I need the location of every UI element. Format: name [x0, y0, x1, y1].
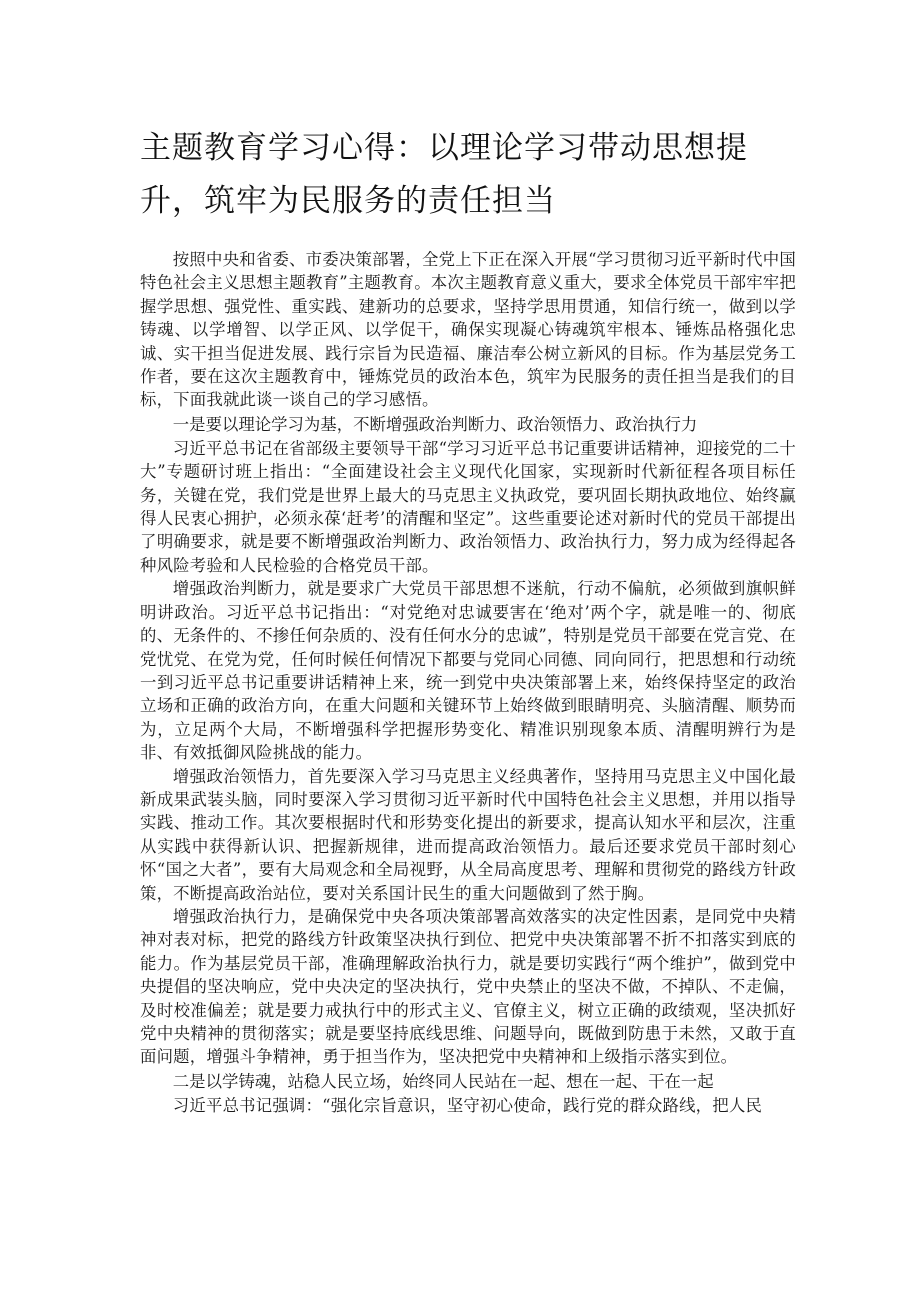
document-title: 主题教育学习心得：以理论学习带动思想提升，筑牢为民服务的责任担当 — [140, 130, 748, 219]
document-page — [140, 122, 796, 1117]
intro-paragraph: 按照中央和省委、市委决策部署，全党上下正在深入开展“学习贯彻习近平新时代中国特色社会主义思想主题教育”主题教育。本次主题教育意义重大，要求全体党员干部牢牢把握学思想、强党性、重实践、建新功的总要求，坚持学思用贯通，知信行统一，做到以学铸魂、以学增智、以学正风、以学促干，确保实现凝心铸魂筑牢根本、锤炼品格强化忠诚、实干担当促进发展、践行宗旨为民造福、廉洁奉公树立新风的目标。作为基层党务工作者，要在这次主题教育中，锤炼党员的政治本色，筑牢为民服务的责任担当是我们的目标，下面我就此谈一谈自己的学习感悟。 — [140, 250, 796, 410]
section-heading-1: 一是要以理论学习为基，不断增强政治判断力、政治领悟力、政治执行力 — [172, 414, 698, 434]
body-paragraph-5: 习近平总书记强调：“强化宗旨意识，坚守初心使命，践行党的群众路线，把人民 — [172, 1095, 763, 1115]
body-paragraph-4: 增强政治执行力，是确保党中央各项决策部署高效落实的决定性因素，是同党中央精神对表对标，把党的路线方针政策坚决执行到位、把党中央决策部署不折不扣落实到底的能力。作为基层党员干部，准确理解政治执行力，就是要切实践行“两个维护”，做到党中央提倡的坚决响应，党中央决定的坚决执行，党中央禁止的坚决不做，不掉队、不走偏，及时校准偏差；就是要力戒执行中的形式主义、官僚主义，树立正确的政绩观，坚决抓好党中央精神的贯彻落实；就是要坚持底线思维、问题导向，既做到防患于未然，又敢于直面问题，增强斗争精神，勇于担当作为，坚决把党中央精神和上级指示落实到位。 — [140, 906, 796, 1067]
section-heading-2: 二是以学铸魂，站稳人民立场，始终同人民站在一起、想在一起、干在一起 — [172, 1071, 714, 1091]
body-paragraph-3: 增强政治领悟力，首先要深入学习马克思主义经典著作，坚持用马克思主义中国化最新成果武装头脑，同时要深入学习贯彻习近平新时代中国特色社会主义思想，并用以指导实践、推动工作。其次要根据时代和形势变化提出的新要求，提高认知水平和层次，注重从实践中获得新认识、把握新规律，进而提高政治领悟力。最后还要求党员干部时刻心怀“国之大者”，要有大局观念和全局视野，从全局高度思考、理解和贯彻党的路线方针政策，不断提高政治站位，要对关系国计民生的重大问题做到了然于胸。 — [140, 766, 796, 903]
body-paragraph-1: 习近平总书记在省部级主要领导干部“学习习近平总书记重要讲话精神，迎接党的二十大”专题研讨班上指出：“全面建设社会主义现代化国家，实现新时代新征程各项目标任务，关键在党，我们党是世界上最大的马克思主义执政党，要巩固长期执政地位、始终赢得人民衷心拥护，必须永葆‘赶考’的清醒和坚定”。这些重要论述对新时代的党员干部提出了明确要求，就是要不断增强政治判断力、政治领悟力、政治执行力，努力成为经得起各种风险考验和人民检验的合格党员干部。 — [140, 438, 796, 575]
body-paragraph-2: 增强政治判断力，就是要求广大党员干部思想不迷航，行动不偏航，必须做到旗帜鲜明讲政治。习近平总书记指出：“对党绝对忠诚要害在‘绝对’两个字，就是唯一的、彻底的、无条件的、不掺任何杂质的、没有任何水分的忠诚”，特别是党员干部要在党言党、在党忧党、在党为党，任何时候任何情况下都要与党同心同德、同向同行，把思想和行动统一到习近平总书记重要讲话精神上来，统一到党中央决策部署上来，始终保持坚定的政治立场和正确的政治方向，在重大问题和关键环节上始终做到眼睛明亮、头脑清醒、顺势而为，立足两个大局，不断增强科学把握形势变化、精准识别现象本质、清醒明辨行为是非、有效抵御风险挑战的能力。 — [140, 579, 796, 763]
